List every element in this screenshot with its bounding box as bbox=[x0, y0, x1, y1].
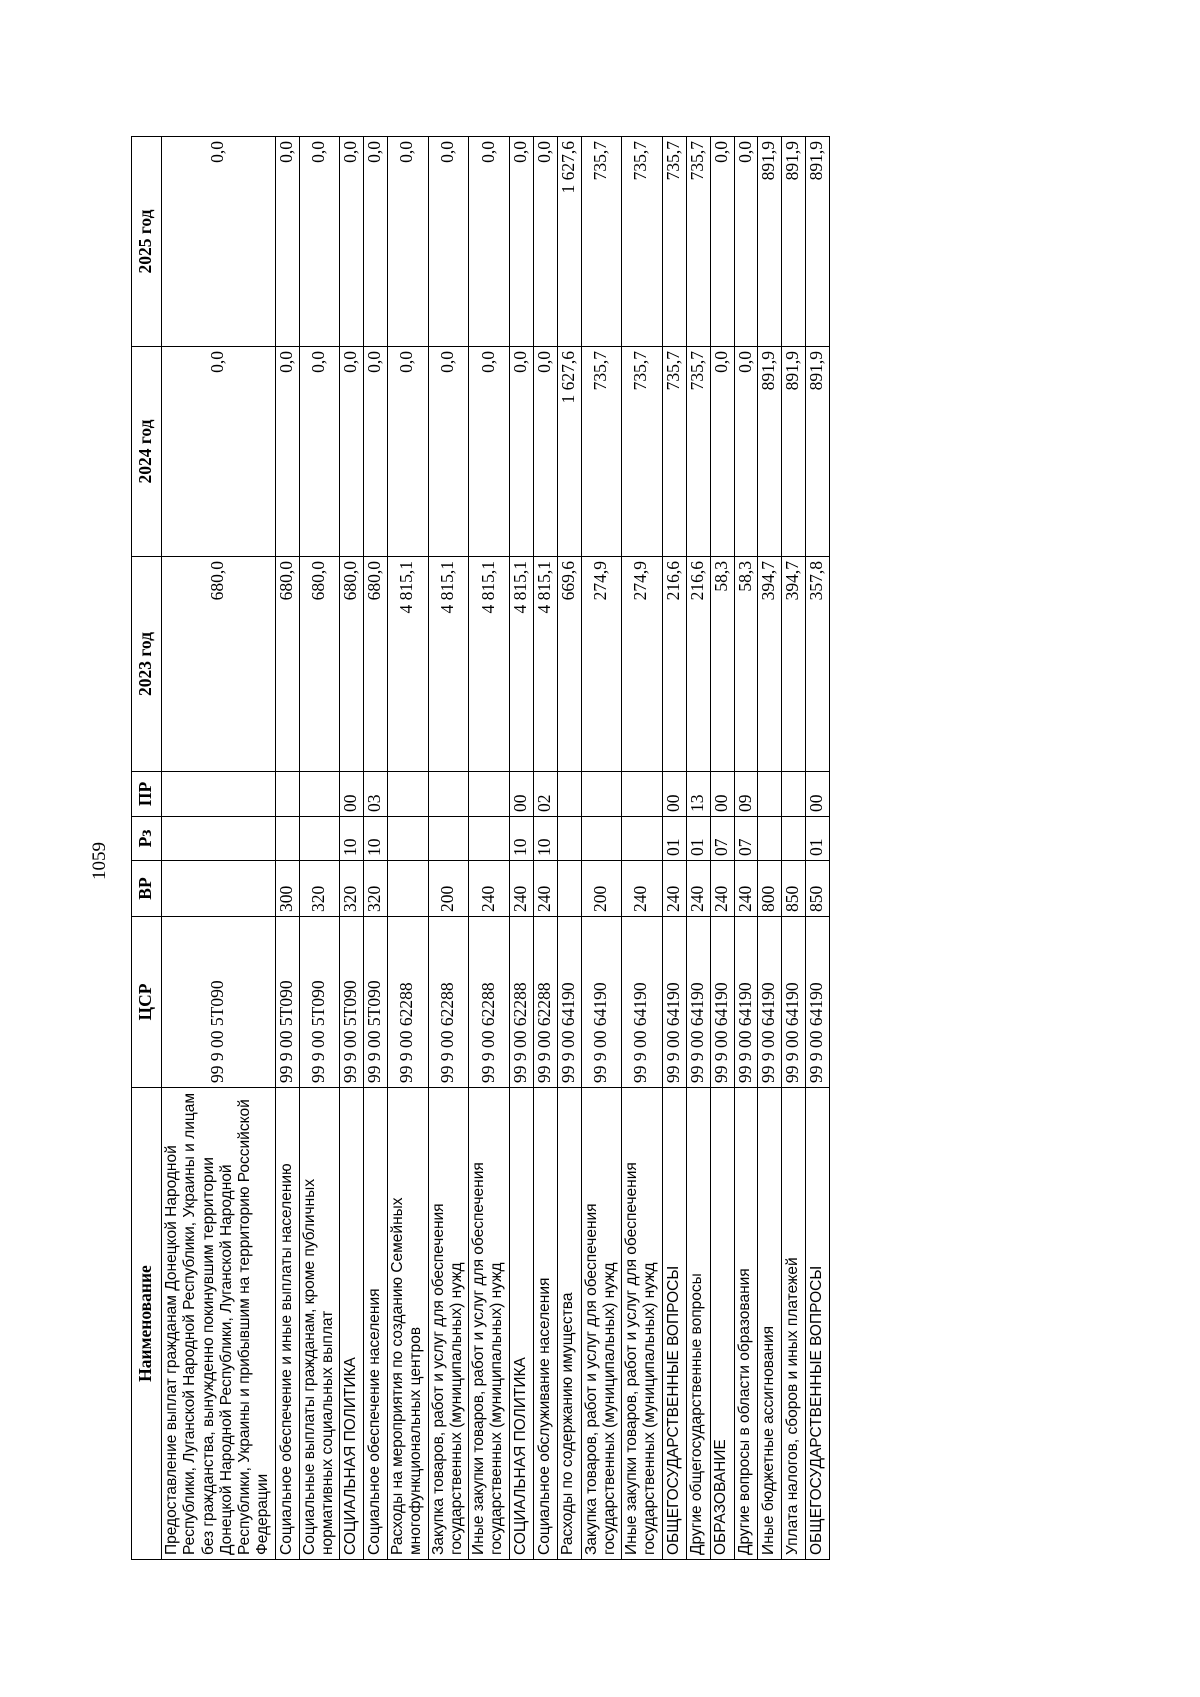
cell-2023: 274,9 bbox=[581, 557, 622, 772]
cell-pr bbox=[581, 772, 622, 817]
rotated-table-container bbox=[131, 137, 1063, 1560]
table-row bbox=[782, 137, 806, 1560]
cell-2023: 4 815,1 bbox=[388, 557, 429, 772]
cell-name: Закупка товаров, работ и услуг для обеспечения государственных (муниципальных) нужд bbox=[581, 1088, 622, 1560]
cell-pr bbox=[388, 772, 429, 817]
cell-rz: 01 bbox=[662, 817, 686, 861]
cell-2023: 680,0 bbox=[340, 557, 364, 772]
header-2023: 2023 год bbox=[132, 557, 162, 772]
header-csr: ЦСР bbox=[132, 917, 162, 1088]
cell-vr: 850 bbox=[782, 861, 806, 917]
cell-rz: 10 bbox=[533, 817, 557, 861]
cell-2025: 891,9 bbox=[806, 137, 830, 347]
cell-2025: 0,0 bbox=[509, 137, 533, 347]
cell-2023: 394,7 bbox=[782, 557, 806, 772]
cell-2025: 0,0 bbox=[734, 137, 758, 347]
table-row bbox=[686, 137, 710, 1560]
cell-name: Уплата налогов, сборов и иных платежей bbox=[782, 1088, 806, 1560]
table-row bbox=[388, 137, 429, 1560]
cell-2024: 0,0 bbox=[533, 347, 557, 557]
cell-csr: 99 9 00 64190 bbox=[686, 917, 710, 1088]
cell-rz: 01 bbox=[686, 817, 710, 861]
cell-2025: 0,0 bbox=[428, 137, 469, 347]
cell-rz: 01 bbox=[806, 817, 830, 861]
table-header-row bbox=[132, 137, 162, 1560]
cell-2024: 0,0 bbox=[162, 347, 276, 557]
cell-csr: 99 9 00 62288 bbox=[533, 917, 557, 1088]
cell-name: Иные закупки товаров, работ и услуг для обеспечения государственных (муниципальных) нужд bbox=[469, 1088, 510, 1560]
cell-name: Предоставление выплат гражданам Донецкой Народной Республики, Луганской Народной Республики, Украины и лицам без гражданства, вынужденно покинувшим территории Донецкой Народной Республики, Луганской Народной Республики, Украины и прибывшим на территорию Российской Федерации bbox=[162, 1088, 276, 1560]
cell-2025: 0,0 bbox=[299, 137, 340, 347]
cell-2024: 0,0 bbox=[299, 347, 340, 557]
cell-rz: 07 bbox=[710, 817, 734, 861]
cell-2023: 4 815,1 bbox=[469, 557, 510, 772]
cell-name: ОБРАЗОВАНИЕ bbox=[710, 1088, 734, 1560]
cell-pr: 00 bbox=[340, 772, 364, 817]
cell-name: Другие вопросы в области образования bbox=[734, 1088, 758, 1560]
budget-table bbox=[131, 136, 830, 1560]
cell-rz bbox=[557, 817, 581, 861]
cell-vr: 240 bbox=[662, 861, 686, 917]
table-row bbox=[581, 137, 622, 1560]
cell-csr: 99 9 00 5Т090 bbox=[364, 917, 388, 1088]
cell-2023: 680,0 bbox=[162, 557, 276, 772]
cell-pr bbox=[469, 772, 510, 817]
cell-2023: 4 815,1 bbox=[428, 557, 469, 772]
cell-pr: 09 bbox=[734, 772, 758, 817]
cell-csr: 99 9 00 64190 bbox=[734, 917, 758, 1088]
cell-2024: 0,0 bbox=[469, 347, 510, 557]
cell-csr: 99 9 00 64190 bbox=[806, 917, 830, 1088]
page-number: 1059 bbox=[89, 842, 110, 880]
cell-csr: 99 9 00 64190 bbox=[581, 917, 622, 1088]
cell-pr: 03 bbox=[364, 772, 388, 817]
cell-vr: 240 bbox=[509, 861, 533, 917]
cell-csr: 99 9 00 64190 bbox=[622, 917, 663, 1088]
header-name: Наименование bbox=[132, 1088, 162, 1560]
cell-rz bbox=[275, 817, 299, 861]
cell-vr: 200 bbox=[581, 861, 622, 917]
cell-2025: 0,0 bbox=[388, 137, 429, 347]
cell-rz bbox=[622, 817, 663, 861]
cell-name: Другие общегосударственные вопросы bbox=[686, 1088, 710, 1560]
cell-2024: 0,0 bbox=[275, 347, 299, 557]
table-row bbox=[299, 137, 340, 1560]
cell-2023: 58,3 bbox=[710, 557, 734, 772]
cell-2025: 735,7 bbox=[622, 137, 663, 347]
cell-name: Социальные выплаты гражданам, кроме публичных нормативных социальных выплат bbox=[299, 1088, 340, 1560]
cell-rz bbox=[428, 817, 469, 861]
cell-rz: 10 bbox=[364, 817, 388, 861]
cell-2024: 0,0 bbox=[509, 347, 533, 557]
cell-2023: 4 815,1 bbox=[509, 557, 533, 772]
cell-2023: 216,6 bbox=[686, 557, 710, 772]
cell-vr: 320 bbox=[340, 861, 364, 917]
cell-vr: 240 bbox=[686, 861, 710, 917]
header-rz: Рз bbox=[132, 817, 162, 861]
cell-pr bbox=[162, 772, 276, 817]
cell-csr: 99 9 00 64190 bbox=[557, 917, 581, 1088]
table-body bbox=[162, 137, 830, 1560]
cell-2023: 669,6 bbox=[557, 557, 581, 772]
cell-vr: 200 bbox=[428, 861, 469, 917]
cell-rz: 07 bbox=[734, 817, 758, 861]
cell-vr: 240 bbox=[710, 861, 734, 917]
cell-2023: 357,8 bbox=[806, 557, 830, 772]
cell-pr bbox=[758, 772, 782, 817]
cell-2025: 1 627,6 bbox=[557, 137, 581, 347]
cell-2024: 0,0 bbox=[428, 347, 469, 557]
cell-rz: 10 bbox=[509, 817, 533, 861]
cell-vr: 240 bbox=[469, 861, 510, 917]
cell-2023: 394,7 bbox=[758, 557, 782, 772]
cell-pr: 13 bbox=[686, 772, 710, 817]
table-row bbox=[533, 137, 557, 1560]
cell-2024: 735,7 bbox=[581, 347, 622, 557]
table-row bbox=[758, 137, 782, 1560]
cell-name: СОЦИАЛЬНАЯ ПОЛИТИКА bbox=[509, 1088, 533, 1560]
cell-pr bbox=[275, 772, 299, 817]
cell-2025: 891,9 bbox=[758, 137, 782, 347]
table-row bbox=[734, 137, 758, 1560]
cell-2024: 891,9 bbox=[758, 347, 782, 557]
cell-name: Иные закупки товаров, работ и услуг для обеспечения государственных (муниципальных) нужд bbox=[622, 1088, 663, 1560]
cell-csr: 99 9 00 64190 bbox=[662, 917, 686, 1088]
cell-csr: 99 9 00 62288 bbox=[428, 917, 469, 1088]
cell-name: Расходы на мероприятия по созданию Семейных многофункциональных центров bbox=[388, 1088, 429, 1560]
cell-csr: 99 9 00 5Т090 bbox=[162, 917, 276, 1088]
cell-csr: 99 9 00 62288 bbox=[388, 917, 429, 1088]
cell-2024: 0,0 bbox=[734, 347, 758, 557]
cell-2025: 891,9 bbox=[782, 137, 806, 347]
cell-rz bbox=[299, 817, 340, 861]
cell-pr: 00 bbox=[806, 772, 830, 817]
cell-csr: 99 9 00 62288 bbox=[469, 917, 510, 1088]
cell-2024: 891,9 bbox=[806, 347, 830, 557]
cell-2025: 0,0 bbox=[364, 137, 388, 347]
table-row bbox=[662, 137, 686, 1560]
cell-pr: 00 bbox=[710, 772, 734, 817]
cell-2023: 58,3 bbox=[734, 557, 758, 772]
cell-2024: 1 627,6 bbox=[557, 347, 581, 557]
cell-pr bbox=[299, 772, 340, 817]
table-row bbox=[275, 137, 299, 1560]
cell-2025: 0,0 bbox=[710, 137, 734, 347]
cell-2024: 735,7 bbox=[662, 347, 686, 557]
cell-csr: 99 9 00 5Т090 bbox=[340, 917, 364, 1088]
cell-pr bbox=[782, 772, 806, 817]
table-row bbox=[469, 137, 510, 1560]
cell-2024: 735,7 bbox=[622, 347, 663, 557]
cell-vr bbox=[162, 861, 276, 917]
cell-name: Закупка товаров, работ и услуг для обеспечения государственных (муниципальных) нужд bbox=[428, 1088, 469, 1560]
cell-name: Социальное обеспечение и иные выплаты населению bbox=[275, 1088, 299, 1560]
cell-name: ОБЩЕГОСУДАРСТВЕННЫЕ ВОПРОСЫ bbox=[662, 1088, 686, 1560]
cell-csr: 99 9 00 64190 bbox=[758, 917, 782, 1088]
header-vr: ВР bbox=[132, 861, 162, 917]
cell-pr bbox=[428, 772, 469, 817]
cell-2025: 735,7 bbox=[581, 137, 622, 347]
table-row bbox=[710, 137, 734, 1560]
cell-rz bbox=[162, 817, 276, 861]
cell-2025: 735,7 bbox=[662, 137, 686, 347]
table-row bbox=[806, 137, 830, 1560]
cell-name: ОБЩЕГОСУДАРСТВЕННЫЕ ВОПРОСЫ bbox=[806, 1088, 830, 1560]
header-2025: 2025 год bbox=[132, 137, 162, 347]
cell-rz bbox=[388, 817, 429, 861]
cell-2024: 735,7 bbox=[686, 347, 710, 557]
cell-pr: 00 bbox=[662, 772, 686, 817]
cell-vr: 240 bbox=[533, 861, 557, 917]
cell-rz bbox=[758, 817, 782, 861]
cell-rz bbox=[581, 817, 622, 861]
cell-2024: 891,9 bbox=[782, 347, 806, 557]
cell-vr: 240 bbox=[622, 861, 663, 917]
cell-vr: 300 bbox=[275, 861, 299, 917]
cell-2025: 0,0 bbox=[533, 137, 557, 347]
cell-pr: 02 bbox=[533, 772, 557, 817]
cell-2025: 0,0 bbox=[340, 137, 364, 347]
cell-pr bbox=[622, 772, 663, 817]
header-2024: 2024 год bbox=[132, 347, 162, 557]
cell-csr: 99 9 00 5Т090 bbox=[299, 917, 340, 1088]
cell-pr: 00 bbox=[509, 772, 533, 817]
table-row bbox=[509, 137, 533, 1560]
cell-2024: 0,0 bbox=[364, 347, 388, 557]
cell-2023: 680,0 bbox=[275, 557, 299, 772]
table-row bbox=[162, 137, 276, 1560]
cell-2023: 4 815,1 bbox=[533, 557, 557, 772]
cell-2025: 0,0 bbox=[469, 137, 510, 347]
cell-csr: 99 9 00 62288 bbox=[509, 917, 533, 1088]
cell-2023: 274,9 bbox=[622, 557, 663, 772]
table-row bbox=[364, 137, 388, 1560]
cell-vr bbox=[557, 861, 581, 917]
cell-pr bbox=[557, 772, 581, 817]
cell-csr: 99 9 00 64190 bbox=[782, 917, 806, 1088]
cell-2025: 0,0 bbox=[162, 137, 276, 347]
cell-2024: 0,0 bbox=[710, 347, 734, 557]
cell-2023: 216,6 bbox=[662, 557, 686, 772]
cell-vr: 800 bbox=[758, 861, 782, 917]
cell-rz: 10 bbox=[340, 817, 364, 861]
cell-2023: 680,0 bbox=[364, 557, 388, 772]
cell-name: Социальное обслуживание населения bbox=[533, 1088, 557, 1560]
cell-vr: 850 bbox=[806, 861, 830, 917]
cell-vr: 320 bbox=[299, 861, 340, 917]
cell-name: СОЦИАЛЬНАЯ ПОЛИТИКА bbox=[340, 1088, 364, 1560]
cell-name: Социальное обеспечение населения bbox=[364, 1088, 388, 1560]
table-row bbox=[340, 137, 364, 1560]
table-row bbox=[428, 137, 469, 1560]
cell-vr: 240 bbox=[734, 861, 758, 917]
cell-2024: 0,0 bbox=[340, 347, 364, 557]
cell-vr bbox=[388, 861, 429, 917]
header-pr: ПР bbox=[132, 772, 162, 817]
cell-csr: 99 9 00 64190 bbox=[710, 917, 734, 1088]
cell-rz bbox=[782, 817, 806, 861]
cell-2025: 735,7 bbox=[686, 137, 710, 347]
cell-2025: 0,0 bbox=[275, 137, 299, 347]
cell-vr: 320 bbox=[364, 861, 388, 917]
cell-name: Расходы по содержанию имущества bbox=[557, 1088, 581, 1560]
cell-2023: 680,0 bbox=[299, 557, 340, 772]
cell-csr: 99 9 00 5Т090 bbox=[275, 917, 299, 1088]
table-row bbox=[622, 137, 663, 1560]
cell-2024: 0,0 bbox=[388, 347, 429, 557]
cell-name: Иные бюджетные ассигнования bbox=[758, 1088, 782, 1560]
cell-rz bbox=[469, 817, 510, 861]
table-row bbox=[557, 137, 581, 1560]
